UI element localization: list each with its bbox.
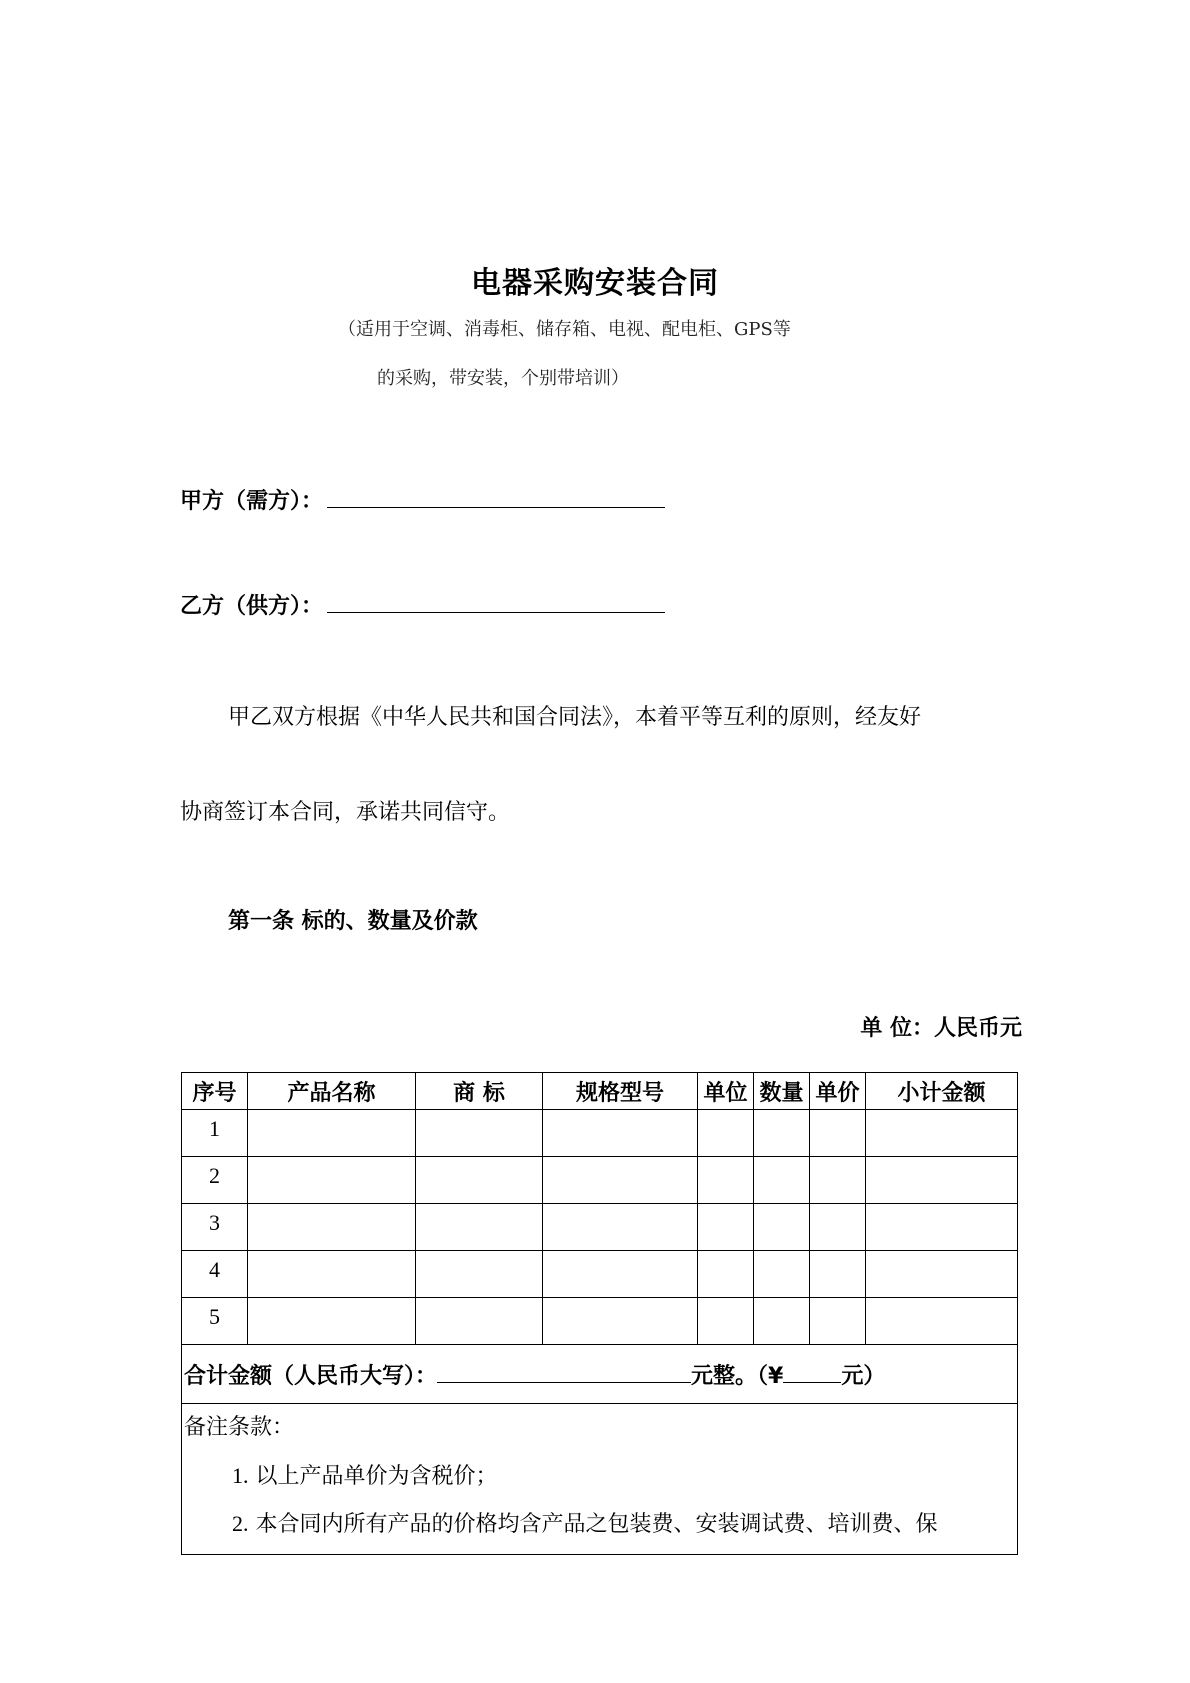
cell-unit-price[interactable] (810, 1110, 866, 1157)
cell-product-name[interactable] (248, 1251, 416, 1298)
cell-unit-price[interactable] (810, 1251, 866, 1298)
cell-spec-model[interactable] (543, 1204, 698, 1251)
document-subtitle-line2: 的采购，带安装，个别带培训） (377, 368, 629, 389)
party-a-blank[interactable] (327, 485, 665, 508)
row-seq: 3 (182, 1204, 248, 1251)
cell-subtotal[interactable] (866, 1157, 1018, 1204)
party-a-label: 甲方（需方）： (180, 489, 324, 514)
header-seq: 序号 (182, 1073, 248, 1110)
cell-unit-price[interactable] (810, 1298, 866, 1345)
cell-brand[interactable] (416, 1110, 543, 1157)
cell-brand[interactable] (416, 1298, 543, 1345)
row-seq: 4 (182, 1251, 248, 1298)
party-a-line (180, 484, 665, 515)
total-amount-figure-blank[interactable] (783, 1360, 841, 1383)
row-seq: 5 (182, 1298, 248, 1345)
header-product-name: 产品名称 (248, 1073, 416, 1110)
cell-spec-model[interactable] (543, 1110, 698, 1157)
cell-unit[interactable] (698, 1110, 754, 1157)
cell-spec-model[interactable] (543, 1298, 698, 1345)
cell-brand[interactable] (416, 1204, 543, 1251)
cell-product-name[interactable] (248, 1110, 416, 1157)
document-title: 电器采购安装合同 (471, 266, 719, 301)
note-1-number: 1. (232, 1463, 249, 1488)
intro-line2: 协商签订本合同，承诺共同信守。 (180, 800, 511, 825)
cell-unit[interactable] (698, 1157, 754, 1204)
table-row (182, 1298, 1018, 1345)
note-item-1 (184, 1458, 1017, 1506)
header-subtotal: 小计金额 (866, 1073, 1018, 1110)
header-unit-price: 单价 (810, 1073, 866, 1110)
notes-row (182, 1404, 1018, 1555)
table-header-row (182, 1073, 1018, 1110)
cell-unit[interactable] (698, 1204, 754, 1251)
row-seq: 1 (182, 1110, 248, 1157)
document-subtitle-line1: （适用于空调、消毒柜、储存箱、电视、配电柜、GPS等 (338, 319, 791, 340)
header-quantity: 数量 (754, 1073, 810, 1110)
cell-unit-price[interactable] (810, 1204, 866, 1251)
currency-unit-label: 单 位：人民币元 (860, 1016, 1022, 1041)
cell-quantity[interactable] (754, 1298, 810, 1345)
cell-product-name[interactable] (248, 1157, 416, 1204)
header-spec-model: 规格型号 (543, 1073, 698, 1110)
article1-heading: 第一条 标的、数量及价款 (228, 909, 478, 934)
table-row (182, 1157, 1018, 1204)
cell-subtotal[interactable] (866, 1251, 1018, 1298)
party-b-line (180, 589, 665, 620)
total-amount-words-blank[interactable] (437, 1360, 691, 1383)
note-2-text: 本合同内所有产品的价格均含产品之包装费、安装调试费、培训费、保 (255, 1512, 938, 1537)
cell-product-name[interactable] (248, 1298, 416, 1345)
party-b-label: 乙方（供方）： (180, 594, 324, 619)
header-brand: 商 标 (416, 1073, 543, 1110)
cell-brand[interactable] (416, 1251, 543, 1298)
cell-unit[interactable] (698, 1298, 754, 1345)
cell-quantity[interactable] (754, 1204, 810, 1251)
total-suffix: 元整。（¥ (691, 1363, 784, 1389)
total-row (182, 1345, 1018, 1404)
notes-cell (182, 1404, 1018, 1555)
intro-line1: 甲乙双方根据《中华人民共和国合同法》，本着平等互利的原则，经友好 (228, 705, 922, 730)
row-seq: 2 (182, 1157, 248, 1204)
cell-spec-model[interactable] (543, 1251, 698, 1298)
note-item-2 (184, 1506, 1017, 1554)
cell-subtotal[interactable] (866, 1204, 1018, 1251)
table-row (182, 1110, 1018, 1157)
product-table (181, 1072, 1018, 1555)
cell-quantity[interactable] (754, 1251, 810, 1298)
header-unit: 单位 (698, 1073, 754, 1110)
total-label: 合计金额（人民币大写）： (184, 1363, 438, 1389)
cell-spec-model[interactable] (543, 1157, 698, 1204)
note-2-number: 2. (232, 1511, 249, 1536)
cell-subtotal[interactable] (866, 1298, 1018, 1345)
note-1-text: 以上产品单价为含税价； (255, 1464, 498, 1489)
cell-quantity[interactable] (754, 1157, 810, 1204)
cell-unit[interactable] (698, 1251, 754, 1298)
table-row (182, 1204, 1018, 1251)
cell-subtotal[interactable] (866, 1110, 1018, 1157)
cell-product-name[interactable] (248, 1204, 416, 1251)
total-cell (182, 1345, 1018, 1404)
total-end: 元） (841, 1363, 886, 1389)
party-b-blank[interactable] (327, 590, 665, 613)
cell-unit-price[interactable] (810, 1157, 866, 1204)
cell-brand[interactable] (416, 1157, 543, 1204)
notes-heading: 备注条款： (184, 1415, 295, 1440)
table-row (182, 1251, 1018, 1298)
cell-quantity[interactable] (754, 1110, 810, 1157)
